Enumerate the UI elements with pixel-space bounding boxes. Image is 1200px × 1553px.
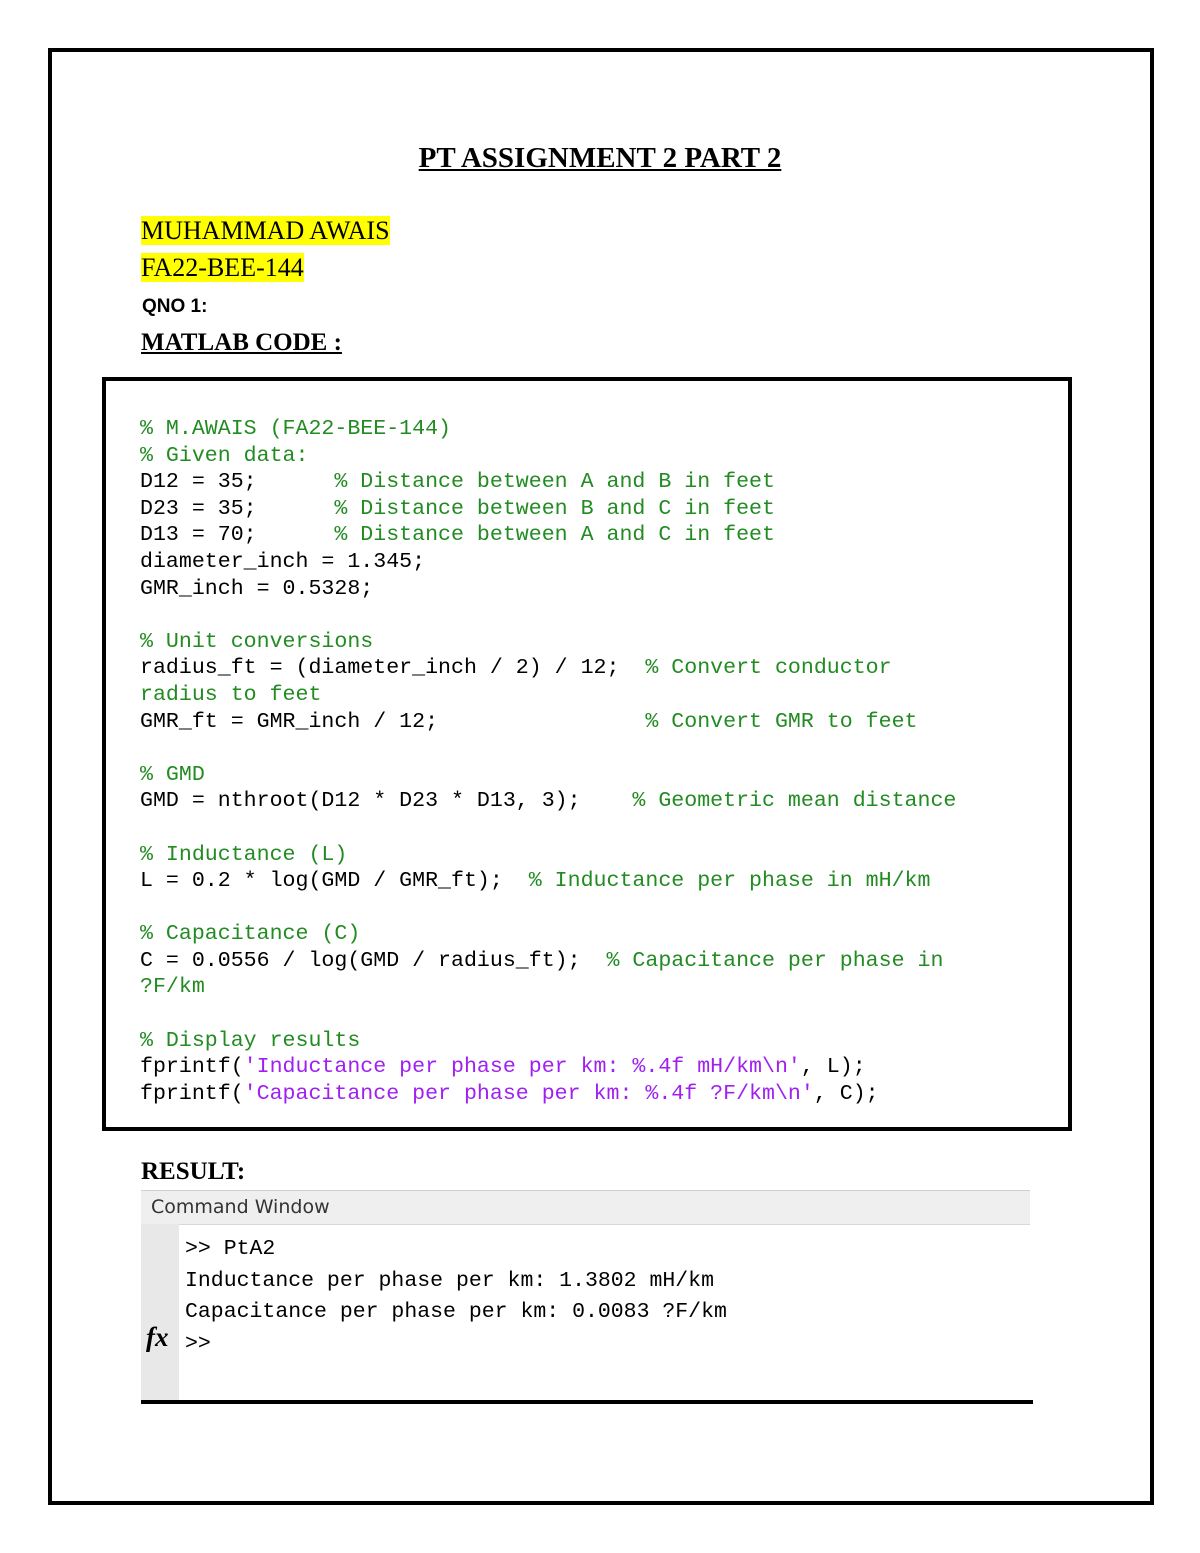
- code-line: [140, 1001, 956, 1028]
- code-line: [140, 735, 956, 762]
- code-line: [140, 469, 956, 496]
- code-line: [140, 602, 956, 629]
- code-comment: radius to feet: [140, 682, 322, 707]
- code-line: [140, 1054, 956, 1081]
- page-title: PT ASSIGNMENT 2 PART 2: [418, 142, 782, 174]
- question-number: QNO 1:: [142, 296, 208, 317]
- code-comment: % M.AWAIS (FA22-BEE-144): [140, 417, 452, 441]
- code-code: L = 0.2 * log(GMD / GMR_ft);: [140, 869, 529, 894]
- code-line: [140, 1081, 956, 1108]
- code-rest: , C);: [813, 1081, 879, 1106]
- command-window-line: >> PtA2: [185, 1237, 276, 1261]
- code-comment: ?F/km: [140, 975, 205, 1000]
- code-comment: % Unit conversions: [140, 629, 374, 654]
- code-line: [140, 416, 956, 443]
- code-code: D23 = 35;: [140, 496, 335, 521]
- code-line: [140, 1028, 956, 1055]
- code-line: [140, 709, 956, 736]
- code-comment: % Convert conductor: [645, 656, 892, 681]
- command-window-gutter: [141, 1224, 179, 1400]
- code-line: [140, 496, 956, 523]
- code-line: [140, 549, 956, 576]
- code-line: [140, 895, 956, 922]
- command-window-line: Inductance per phase per km: 1.3802 mH/km: [185, 1268, 714, 1293]
- code-comment: % Distance between A and C in feet: [334, 523, 775, 548]
- code-comment: % Given data:: [140, 443, 309, 468]
- code-comment: % Inductance per phase in mH/km: [528, 869, 931, 894]
- code-comment: % Inductance (L): [140, 842, 348, 867]
- code-line: [140, 576, 956, 603]
- code-string: 'Capacitance per phase per km: %.4f ?F/km\n': [243, 1081, 814, 1106]
- code-code: C = 0.0556 / log(GMD / radius_ft);: [140, 948, 607, 973]
- registration-number: [141, 253, 304, 283]
- command-window-title: Command Window: [151, 1196, 330, 1218]
- code-comment: % GMD: [140, 762, 205, 787]
- code-code: fprintf(: [140, 1081, 244, 1106]
- code-line: [140, 868, 956, 895]
- code-line: [140, 629, 956, 656]
- registration-number-text: FA22-BEE-144: [141, 253, 304, 282]
- code-line: [140, 788, 956, 815]
- code-line: [140, 974, 956, 1001]
- code-comment: % Distance between B and C in feet: [334, 496, 775, 521]
- code-line: [140, 682, 956, 709]
- code-line: [140, 655, 956, 682]
- code-line: [140, 815, 956, 842]
- code-code: radius_ft = (diameter_inch / 2) / 12;: [140, 656, 646, 681]
- code-code: D12 = 35;: [140, 470, 335, 495]
- code-code: fprintf(: [140, 1055, 244, 1080]
- code-comment: % Convert GMR to feet: [645, 709, 918, 734]
- command-window-line: Capacitance per phase per km: 0.0083 ?F/km: [185, 1300, 727, 1324]
- code-line: [140, 762, 956, 789]
- command-window-output: [185, 1234, 727, 1360]
- student-name: [141, 216, 390, 246]
- student-name-text: MUHAMMAD AWAIS: [141, 216, 390, 245]
- code-comment: % Geometric mean distance: [632, 789, 957, 814]
- code-code: GMD = nthroot(D12 * D23 * D13, 3);: [140, 789, 633, 814]
- code-comment: % Display results: [140, 1028, 361, 1053]
- code-comment: % Distance between A and B in feet: [334, 470, 775, 495]
- code-line: [140, 842, 956, 869]
- code-line: [140, 921, 956, 948]
- code-code: GMR_ft = GMR_inch / 12;: [140, 709, 646, 734]
- code-comment: % Capacitance per phase in: [606, 948, 944, 973]
- command-window-line: >>: [185, 1331, 211, 1356]
- code-line: [140, 443, 956, 470]
- command-window-header: [141, 1190, 1030, 1225]
- code-code: diameter_inch = 1.345;: [140, 549, 426, 574]
- code-string: 'Inductance per phase per km: %.4f mH/km\n': [243, 1055, 801, 1080]
- result-heading: RESULT:: [141, 1158, 246, 1185]
- code-line: [140, 522, 956, 549]
- code-comment: % Capacitance (C): [140, 922, 361, 947]
- command-window-bottom-rule: [141, 1400, 1033, 1404]
- code-rest: , L);: [800, 1055, 866, 1080]
- matlab-code-listing: [140, 416, 956, 1107]
- code-code: GMR_inch = 0.5328;: [140, 576, 374, 601]
- code-line: [140, 948, 956, 975]
- code-code: D13 = 70;: [140, 523, 335, 548]
- fx-icon: fx: [146, 1322, 169, 1352]
- matlab-code-heading: MATLAB CODE :: [141, 329, 342, 356]
